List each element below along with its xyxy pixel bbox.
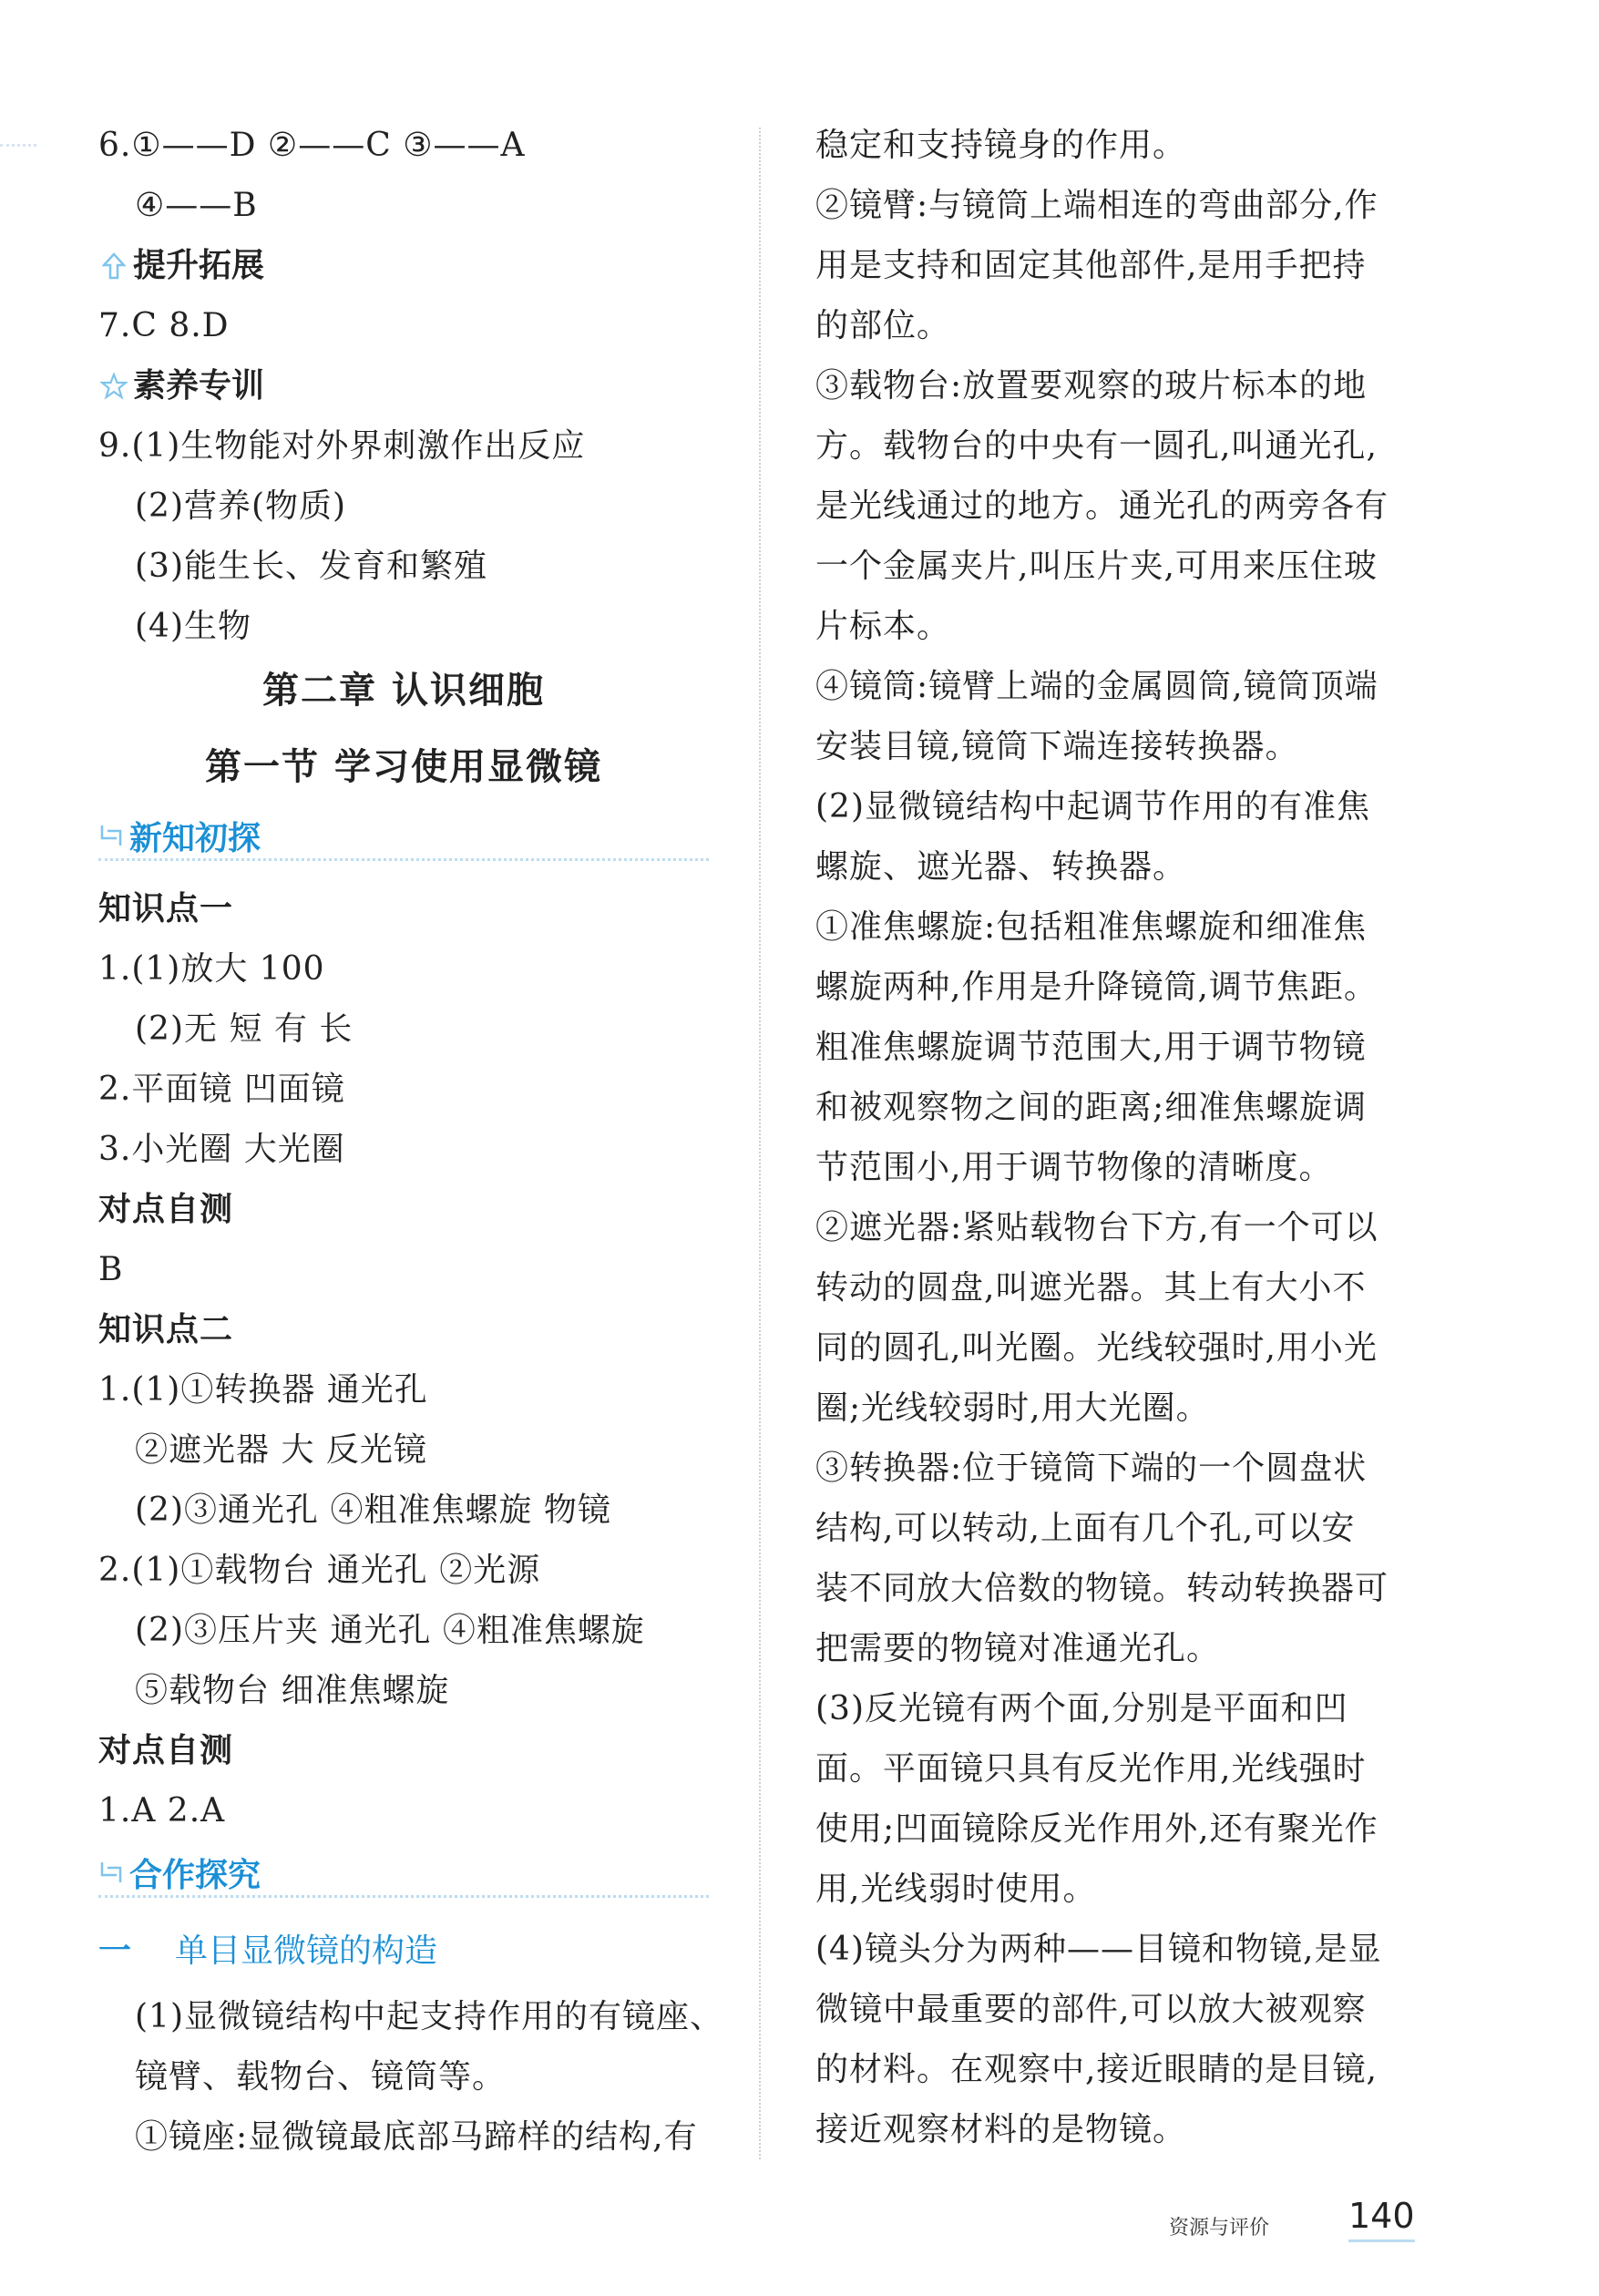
right-line-13: 螺旋、遮光器、转换器。 — [815, 848, 1187, 886]
right-line-1: 稳定和支持镜身的作用。 — [815, 127, 1187, 164]
self-test-1-answer: B — [98, 1251, 124, 1288]
self-test-2-answer: 1.A 2.A — [98, 1792, 226, 1830]
kp2-line-6: ⑤载物台 细准焦螺旋 — [135, 1672, 450, 1709]
band-hezuo — [98, 1850, 709, 1898]
right-line-33: 的材料。在观察中,接近眼睛的是目镜, — [815, 2051, 1378, 2088]
column-divider — [759, 128, 761, 2159]
right-line-19: ②遮光器:紧贴载物台下方,有一个可以 — [815, 1209, 1379, 1246]
answer-9-line-2: (2)营养(物质) — [135, 487, 347, 525]
subsection-1-number: 一 — [98, 1932, 132, 1970]
kp2-line-3: (2)③通光孔 ④粗准焦螺旋 物镜 — [135, 1491, 611, 1529]
band-hezuo-label: 合作探究 — [129, 1856, 261, 1894]
section-head-suyang — [98, 368, 264, 405]
band-xinzhi-label: 新知初探 — [129, 819, 261, 857]
right-line-16: 粗准焦螺旋调节范围大,用于调节物镜 — [815, 1029, 1367, 1066]
right-line-6: 方。载物台的中央有一圆孔,叫通光孔, — [815, 427, 1378, 465]
right-line-22: 圈;光线较弱时,用大光圈。 — [815, 1389, 1210, 1427]
right-line-17: 和被观察物之间的距离;细准焦螺旋调 — [815, 1089, 1368, 1126]
kp1-line-4: 3.小光圈 大光圈 — [98, 1131, 345, 1168]
self-test-1-title: 对点自测 — [98, 1191, 234, 1228]
right-line-12: (2)显微镜结构中起调节作用的有准焦 — [815, 788, 1370, 825]
page-edge-mark — [0, 144, 36, 147]
right-line-30: 用,光线弱时使用。 — [815, 1871, 1097, 1908]
right-line-23: ③转换器:位于镜筒下端的一个圆盘状 — [815, 1450, 1368, 1487]
corner-bracket-icon — [98, 820, 126, 851]
right-line-9: 片标本。 — [815, 608, 951, 645]
right-line-27: (3)反光镜有两个面,分别是平面和凹 — [815, 1690, 1348, 1727]
kp1-line-1: 1.(1)放大 100 — [98, 950, 325, 988]
up-arrow-icon — [98, 251, 129, 282]
answer-9-line-1: 9.(1)生物能对外界刺激作出反应 — [98, 427, 586, 465]
right-line-7: 是光线通过的地方。通光孔的两旁各有 — [815, 487, 1389, 525]
right-line-15: 螺旋两种,作用是升降镜筒,调节焦距。 — [815, 969, 1378, 1006]
band-xinzhi — [98, 813, 709, 861]
para-line-2: 镜臂、载物台、镜筒等。 — [135, 2058, 507, 2096]
kp2-line-2: ②遮光器 大 反光镜 — [135, 1431, 427, 1469]
kp2-line-1: 1.(1)①转换器 通光孔 — [98, 1371, 428, 1409]
star-outline-icon — [98, 371, 129, 402]
right-line-10: ④镜筒:镜臂上端的金属圆筒,镜筒顶端 — [815, 668, 1379, 705]
right-line-26: 把需要的物镜对准通光孔。 — [815, 1630, 1221, 1667]
right-line-14: ①准焦螺旋:包括粗准焦螺旋和细准焦 — [815, 908, 1368, 946]
right-line-3: 用是支持和固定其他部件,是用手把持 — [815, 247, 1367, 284]
page-number: 140 — [1348, 2196, 1415, 2242]
right-line-31: (4)镜头分为两种——目镜和物镜,是显 — [815, 1931, 1382, 1968]
section-head-suyang-label: 素养专训 — [133, 367, 265, 405]
kp2-title: 知识点二 — [98, 1311, 234, 1348]
kp1-line-3: 2.平面镜 凹面镜 — [98, 1071, 345, 1108]
chapter-title: 第二章 认识细胞 — [262, 670, 545, 712]
corner-bracket-icon — [98, 1857, 126, 1888]
answer-7-8: 7.C 8.D — [98, 307, 230, 344]
answer-6-line-1: 6.①——D ②——C ③——A — [98, 127, 526, 164]
right-line-18: 节范围小,用于调节物像的清晰度。 — [815, 1149, 1333, 1186]
para-line-3: ①镜座:显微镜最底部马蹄样的结构,有 — [135, 2118, 698, 2156]
right-line-25: 装不同放大倍数的物镜。转动转换器可 — [815, 1570, 1389, 1607]
section-head-tisheng — [98, 248, 264, 284]
section-title: 第一节 学习使用显微镜 — [205, 746, 602, 788]
answer-9-line-4: (4)生物 — [135, 608, 251, 645]
self-test-2-title: 对点自测 — [98, 1732, 234, 1769]
answer-6-line-2: ④——B — [135, 187, 258, 224]
right-line-24: 结构,可以转动,上面有几个孔,可以安 — [815, 1510, 1356, 1547]
right-line-32: 微镜中最重要的部件,可以放大被观察 — [815, 1991, 1367, 2028]
kp1-title: 知识点一 — [98, 890, 234, 928]
para-line-1: (1)显微镜结构中起支持作用的有镜座、 — [135, 1998, 723, 2035]
right-line-29: 使用;凹面镜除反光作用外,还有聚光作 — [815, 1810, 1379, 1848]
footer-book-label: 资源与评价 — [1169, 2217, 1270, 2240]
right-line-34: 接近观察材料的是物镜。 — [815, 2111, 1187, 2148]
kp2-line-5: (2)③压片夹 通光孔 ④粗准焦螺旋 — [135, 1612, 645, 1649]
right-line-11: 安装目镜,镜筒下端连接转换器。 — [815, 728, 1299, 765]
answer-9-line-3: (3)能生长、发育和繁殖 — [135, 548, 487, 585]
right-line-5: ③载物台:放置要观察的玻片标本的地 — [815, 367, 1368, 405]
section-head-tisheng-label: 提升拓展 — [133, 247, 265, 284]
right-line-28: 面。平面镜只具有反光作用,光线强时 — [815, 1750, 1367, 1788]
subsection-1-title: 单目显微镜的构造 — [175, 1932, 438, 1970]
right-line-21: 同的圆孔,叫光圈。光线较强时,用小光 — [815, 1329, 1378, 1367]
right-line-4: 的部位。 — [815, 307, 951, 344]
kp2-line-4: 2.(1)①载物台 通光孔 ②光源 — [98, 1552, 541, 1589]
right-line-2: ②镜臂:与镜筒上端相连的弯曲部分,作 — [815, 187, 1379, 224]
right-line-8: 一个金属夹片,叫压片夹,可用来压住玻 — [815, 548, 1378, 585]
kp1-line-2: (2)无 短 有 长 — [135, 1010, 354, 1048]
subsection-1-heading — [98, 1933, 437, 1970]
right-line-20: 转动的圆盘,叫遮光器。其上有大小不 — [815, 1269, 1367, 1307]
